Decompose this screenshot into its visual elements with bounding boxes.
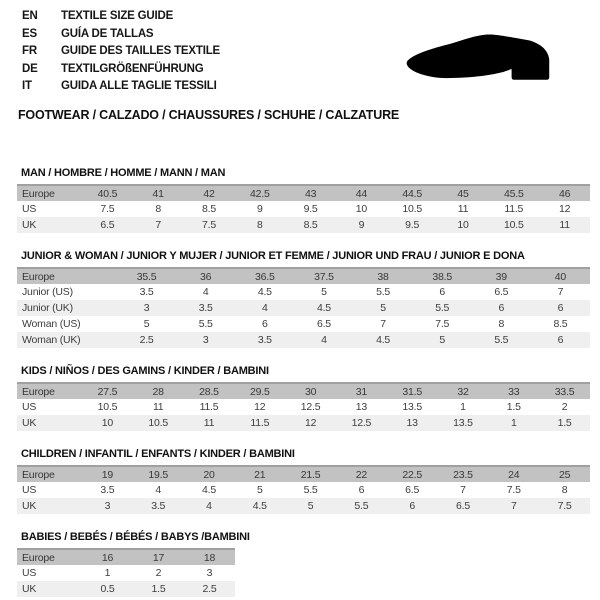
language-code: ES bbox=[22, 27, 37, 40]
size-table bbox=[17, 184, 590, 233]
size-value-cell: 3.5 bbox=[198, 302, 213, 314]
size-value-cell: 3.5 bbox=[257, 334, 272, 346]
size-value-cell: 45.5 bbox=[488, 185, 539, 201]
size-value-cell: 3.5 bbox=[100, 484, 115, 496]
size-value-cell: 4.5 bbox=[316, 302, 331, 314]
size-value-cell: 6.5 bbox=[455, 500, 470, 512]
size-value-cell: 5 bbox=[439, 334, 445, 346]
size-value-cell: 7.5 bbox=[506, 484, 521, 496]
row-label: Woman (US) bbox=[22, 318, 81, 330]
table-row bbox=[17, 415, 590, 431]
language-code: IT bbox=[22, 80, 32, 92]
size-value-cell: 21.5 bbox=[285, 466, 336, 482]
size-value-cell: 6 bbox=[439, 286, 445, 298]
size-value-cell: 25 bbox=[539, 466, 590, 482]
size-value-cell: 5.5 bbox=[303, 484, 318, 496]
size-value-cell: 5.5 bbox=[376, 286, 391, 298]
size-value-cell: 5.5 bbox=[494, 334, 509, 346]
size-value-cell: 44 bbox=[336, 185, 387, 201]
row-label: Europe bbox=[17, 185, 82, 201]
language-code: EN bbox=[22, 10, 38, 22]
size-value-cell: 11.5 bbox=[504, 203, 524, 215]
language-row-es bbox=[22, 26, 220, 44]
size-value-cell: 10.5 bbox=[97, 401, 118, 413]
size-section-title: BABIES / BEBÉS / BÉBÉS / BABYS /BAMBINI bbox=[21, 531, 250, 543]
table-header-row bbox=[17, 383, 590, 399]
size-value-cell: 11 bbox=[152, 401, 164, 413]
size-value-cell: 0.5 bbox=[100, 583, 115, 595]
size-value-cell: 11.5 bbox=[199, 401, 219, 413]
table-row bbox=[17, 399, 590, 415]
language-row-de bbox=[22, 61, 220, 79]
language-guide-title: TEXTILGRÖßENFÜHRUNG bbox=[61, 62, 204, 75]
size-value-cell: 4.5 bbox=[201, 484, 216, 496]
size-value-cell: 29.5 bbox=[234, 383, 285, 399]
size-value-cell: 6 bbox=[498, 302, 505, 314]
size-value-cell: 2 bbox=[155, 567, 162, 579]
size-value-cell: 36.5 bbox=[235, 268, 294, 284]
size-value-cell: 1.5 bbox=[506, 401, 521, 413]
size-value-cell: 42 bbox=[184, 185, 235, 201]
size-value-cell: 10 bbox=[101, 417, 114, 429]
size-value-cell: 1 bbox=[510, 417, 517, 429]
size-value-cell: 46 bbox=[539, 185, 590, 201]
size-value-cell: 8 bbox=[561, 484, 568, 496]
size-value-cell: 11 bbox=[559, 219, 570, 231]
size-value-cell: 17 bbox=[133, 549, 184, 565]
size-value-cell: 43 bbox=[285, 185, 336, 201]
size-value-cell: 9.5 bbox=[303, 203, 318, 215]
size-value-cell: 12.5 bbox=[300, 401, 321, 413]
size-value-cell: 4 bbox=[261, 302, 268, 314]
size-value-cell: 4.5 bbox=[376, 334, 391, 346]
size-value-cell: 6 bbox=[409, 500, 415, 512]
size-value-cell: 2 bbox=[561, 401, 568, 413]
size-value-cell: 9 bbox=[256, 203, 263, 215]
size-value-cell: 5 bbox=[321, 286, 327, 298]
language-guide-title: GUIDA ALLE TAGLIE TESSILI bbox=[61, 80, 217, 92]
table-header-row bbox=[17, 466, 590, 482]
row-label: UK bbox=[22, 219, 37, 231]
row-label: Europe bbox=[17, 383, 82, 399]
table-row bbox=[17, 217, 590, 233]
size-value-cell: 6 bbox=[557, 302, 564, 314]
size-value-cell: 16 bbox=[82, 549, 133, 565]
size-value-cell: 22 bbox=[336, 466, 387, 482]
size-value-cell: 11 bbox=[203, 417, 215, 429]
size-value-cell: 6.5 bbox=[100, 219, 115, 231]
size-value-cell: 4 bbox=[206, 500, 212, 512]
size-value-cell: 1.5 bbox=[557, 417, 572, 429]
size-value-cell: 31.5 bbox=[387, 383, 438, 399]
size-value-cell: 27.5 bbox=[82, 383, 133, 399]
size-value-cell: 4 bbox=[155, 484, 162, 496]
size-value-cell: 8 bbox=[498, 318, 505, 330]
size-value-cell: 10 bbox=[355, 203, 368, 215]
table-row bbox=[17, 565, 235, 581]
row-label: Junior (US) bbox=[22, 286, 73, 298]
size-section-title: MAN / HOMBRE / HOMME / MANN / MAN bbox=[21, 167, 226, 179]
row-label: Europe bbox=[17, 466, 82, 482]
table-header-row bbox=[17, 185, 590, 201]
size-value-cell: 4 bbox=[202, 286, 209, 298]
size-value-cell: 40 bbox=[531, 268, 590, 284]
size-value-cell: 7 bbox=[510, 500, 517, 512]
row-label: Junior (UK) bbox=[22, 302, 73, 314]
language-guide-title: GUÍA DE TALLAS bbox=[61, 27, 154, 40]
size-value-cell: 10 bbox=[457, 219, 469, 231]
size-table bbox=[17, 382, 590, 431]
size-value-cell: 6 bbox=[557, 334, 564, 346]
size-value-cell: 38.5 bbox=[413, 268, 472, 284]
table-row bbox=[17, 316, 590, 332]
size-value-cell: 39 bbox=[472, 268, 531, 284]
row-label: US bbox=[22, 401, 37, 413]
size-value-cell: 8 bbox=[155, 203, 162, 215]
table-row bbox=[17, 201, 590, 217]
size-value-cell: 2.5 bbox=[139, 334, 154, 346]
size-value-cell: 1 bbox=[460, 401, 466, 413]
size-section bbox=[17, 448, 590, 514]
size-value-cell: 5 bbox=[143, 318, 150, 330]
size-table bbox=[17, 465, 590, 514]
size-tables-container bbox=[17, 167, 590, 600]
language-row-en bbox=[22, 8, 220, 26]
table-row bbox=[17, 284, 590, 300]
table-row bbox=[17, 300, 590, 316]
size-value-cell: 22.5 bbox=[387, 466, 438, 482]
size-value-cell: 30 bbox=[285, 383, 336, 399]
size-value-cell: 7 bbox=[155, 219, 162, 231]
size-value-cell: 7.5 bbox=[557, 500, 572, 512]
size-value-cell: 3 bbox=[202, 334, 209, 346]
size-value-cell: 7 bbox=[557, 286, 564, 298]
size-value-cell: 5.5 bbox=[435, 302, 450, 314]
table-row bbox=[17, 498, 590, 514]
row-label: UK bbox=[22, 500, 37, 512]
row-label: Woman (UK) bbox=[22, 334, 81, 346]
row-label: US bbox=[22, 567, 37, 579]
size-value-cell: 8.5 bbox=[303, 219, 318, 231]
size-value-cell: 44.5 bbox=[387, 185, 438, 201]
row-label: UK bbox=[22, 583, 37, 595]
size-value-cell: 35.5 bbox=[117, 268, 176, 284]
language-row-fr bbox=[22, 43, 220, 61]
size-value-cell: 45 bbox=[438, 185, 489, 201]
size-value-cell: 10.5 bbox=[148, 417, 169, 429]
size-value-cell: 19.5 bbox=[133, 466, 184, 482]
size-value-cell: 1 bbox=[104, 567, 111, 579]
size-value-cell: 38 bbox=[354, 268, 413, 284]
size-value-cell: 3 bbox=[206, 567, 213, 579]
size-value-cell: 5 bbox=[380, 302, 386, 314]
size-value-cell: 32 bbox=[438, 383, 489, 399]
size-value-cell: 31 bbox=[336, 383, 387, 399]
size-value-cell: 9 bbox=[358, 219, 365, 231]
size-value-cell: 4.5 bbox=[252, 500, 267, 512]
size-value-cell: 13.5 bbox=[402, 401, 422, 413]
size-section bbox=[17, 167, 590, 233]
size-section-title: KIDS / NIÑOS / DES GAMINS / KINDER / BAMBINI bbox=[21, 365, 269, 377]
row-label: US bbox=[22, 484, 37, 496]
category-title: FOOTWEAR / CALZADO / CHAUSSURES / SCHUHE / CALZATURE bbox=[18, 108, 400, 122]
size-value-cell: 12 bbox=[558, 203, 571, 215]
size-value-cell: 33.5 bbox=[539, 383, 590, 399]
size-value-cell: 11.5 bbox=[250, 417, 270, 429]
size-value-cell: 19 bbox=[82, 466, 133, 482]
size-value-cell: 7.5 bbox=[201, 219, 216, 231]
size-value-cell: 6.5 bbox=[316, 318, 331, 330]
language-row-it bbox=[22, 78, 220, 96]
size-table bbox=[17, 548, 235, 597]
size-value-cell: 3.5 bbox=[151, 500, 166, 512]
size-value-cell: 12 bbox=[254, 401, 266, 413]
size-value-cell: 13 bbox=[406, 417, 418, 429]
size-table bbox=[17, 267, 590, 348]
size-value-cell: 36 bbox=[176, 268, 235, 284]
size-section bbox=[17, 531, 590, 597]
language-code: DE bbox=[22, 62, 38, 75]
size-value-cell: 5.5 bbox=[354, 500, 369, 512]
size-value-cell: 12 bbox=[304, 417, 317, 429]
size-value-cell: 6.5 bbox=[405, 484, 420, 496]
size-value-cell: 5 bbox=[307, 500, 314, 512]
size-value-cell: 21 bbox=[234, 466, 285, 482]
size-value-cell: 42.5 bbox=[234, 185, 285, 201]
language-title-list bbox=[22, 8, 220, 96]
size-section-title: CHILDREN / INFANTIL / ENFANTS / KINDER / BAMBINI bbox=[21, 448, 295, 460]
size-section bbox=[17, 365, 590, 431]
table-row bbox=[17, 332, 590, 348]
size-value-cell: 2.5 bbox=[202, 583, 217, 595]
size-value-cell: 11 bbox=[457, 203, 469, 215]
size-value-cell: 28.5 bbox=[184, 383, 235, 399]
row-label: US bbox=[22, 203, 37, 215]
size-value-cell: 7.5 bbox=[100, 203, 115, 215]
size-value-cell: 3 bbox=[104, 500, 111, 512]
size-value-cell: 3.5 bbox=[139, 286, 154, 298]
table-row bbox=[17, 581, 235, 597]
language-guide-title: GUIDE DES TAILLES TEXTILE bbox=[61, 45, 220, 57]
table-header-row bbox=[17, 268, 590, 284]
size-value-cell: 8 bbox=[256, 219, 263, 231]
size-value-cell: 6.5 bbox=[494, 286, 509, 298]
row-label: Europe bbox=[17, 549, 82, 565]
size-value-cell: 20 bbox=[184, 466, 235, 482]
table-header-row bbox=[17, 549, 235, 565]
size-value-cell: 7 bbox=[380, 318, 386, 330]
size-value-cell: 1.5 bbox=[151, 583, 166, 595]
size-value-cell: 4.5 bbox=[257, 286, 272, 298]
size-value-cell: 6 bbox=[358, 484, 365, 496]
size-section bbox=[17, 250, 590, 348]
size-value-cell: 40.5 bbox=[82, 185, 133, 201]
size-value-cell: 7 bbox=[460, 484, 466, 496]
size-value-cell: 8.5 bbox=[553, 318, 568, 330]
size-value-cell: 33 bbox=[488, 383, 539, 399]
size-value-cell: 3 bbox=[143, 302, 150, 314]
size-value-cell: 13 bbox=[355, 401, 368, 413]
language-guide-title: TEXTILE SIZE GUIDE bbox=[61, 10, 174, 22]
size-value-cell: 18 bbox=[184, 549, 235, 565]
size-value-cell: 6 bbox=[261, 318, 268, 330]
size-value-cell: 5.5 bbox=[198, 318, 213, 330]
size-value-cell: 10.5 bbox=[402, 203, 422, 215]
size-value-cell: 8.5 bbox=[201, 203, 216, 215]
table-row bbox=[17, 482, 590, 498]
size-section-title: JUNIOR & WOMAN / JUNIOR Y MUJER / JUNIOR ET FEMME / JUNIOR UND FRAU / JUNIOR E DONA bbox=[21, 250, 525, 262]
size-value-cell: 4 bbox=[321, 334, 327, 346]
size-value-cell: 37.5 bbox=[294, 268, 353, 284]
size-value-cell: 7.5 bbox=[435, 318, 450, 330]
size-value-cell: 5 bbox=[256, 484, 263, 496]
language-code: FR bbox=[22, 45, 37, 57]
size-value-cell: 28 bbox=[133, 383, 184, 399]
shoe-icon bbox=[388, 12, 580, 104]
size-value-cell: 24 bbox=[488, 466, 539, 482]
size-value-cell: 23.5 bbox=[438, 466, 489, 482]
dress-shoe-silhouette bbox=[388, 12, 580, 104]
row-label: UK bbox=[22, 417, 37, 429]
size-value-cell: 12.5 bbox=[351, 417, 372, 429]
size-value-cell: 41 bbox=[133, 185, 184, 201]
size-value-cell: 10.5 bbox=[503, 219, 524, 231]
size-value-cell: 9.5 bbox=[405, 219, 420, 231]
size-value-cell: 13.5 bbox=[453, 417, 473, 429]
row-label: Europe bbox=[17, 268, 117, 284]
